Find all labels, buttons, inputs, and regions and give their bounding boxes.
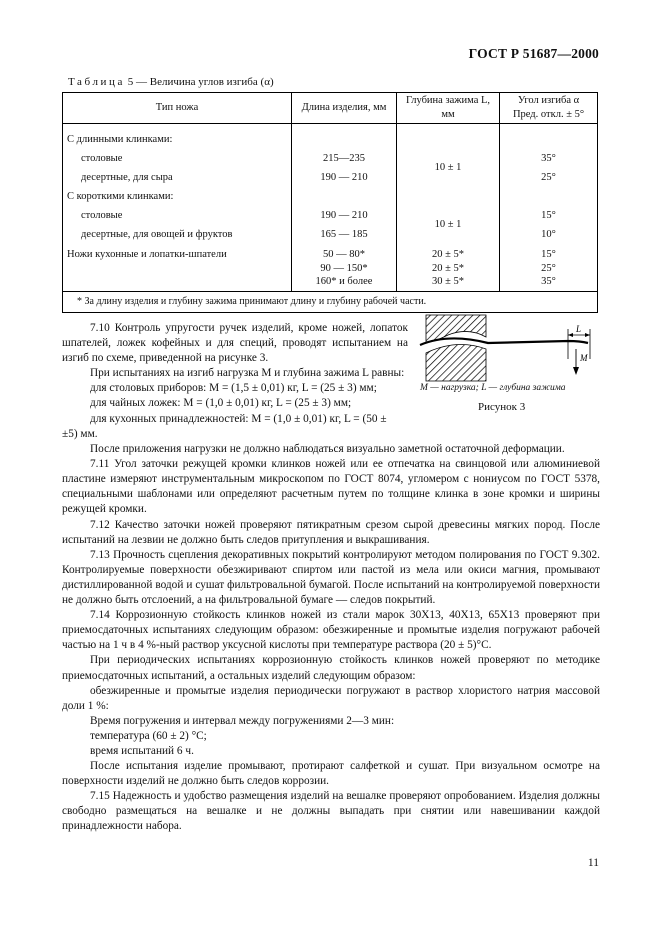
paragraph-7-13: 7.13 Прочность сцепления декоративных покрытий контролируют методом полирования по ГОСТ 9.302. Контролируемые поверхности обезжиривают спиртом или пастой из мела или окиси магния, промывают дистиллированной водой и сушат фильтровальной бумагой. После испытаний на контролируемой поверхности не должно быть отслоений, а на фильтровальной бумаге — следов покрытий. [62, 548, 600, 607]
load-arrow-icon [573, 367, 579, 375]
knife-type-cell: столовые [63, 149, 292, 168]
table-row [63, 168, 598, 187]
table-caption [68, 76, 274, 88]
paragraph: время испытаний 6 ч. [90, 744, 194, 757]
paragraph-7-12: 7.12 Качество заточки ножей проверяют пятикратным срезом сырой древесины мягких пород. После испытаний на лезвии не должно быть следов притупления и выкрашивания. [62, 518, 600, 546]
arrowhead-icon [568, 333, 573, 337]
table-footnote: * За длину изделия и глубину зажима принимают длину и глубину рабочей части. [63, 291, 598, 312]
table-row [63, 244, 598, 291]
table-row [63, 149, 598, 168]
paragraph-7-15: 7.15 Надежность и удобство размещения изделий на вешалке проверяют опробованием. Изделия должны свободно размещаться на вешалке и не должны выпадать при снятии или навешивании каждой принадлежности набора. [62, 790, 600, 833]
main-text [62, 427, 600, 835]
clamp-lower-jaw [426, 345, 486, 382]
bend-angle-table [62, 92, 598, 313]
table-footnote-row [63, 291, 598, 312]
depth-value: 20 ± 5* [431, 249, 464, 260]
table-header-row [63, 93, 598, 124]
knife-type-cell: столовые [63, 206, 292, 225]
angle-value: 35° [541, 276, 556, 288]
depth-value: 30 ± 5* [431, 276, 464, 288]
angle-cell: 35° [500, 149, 598, 168]
label-M: M [580, 353, 588, 363]
angle-value: 15° [541, 249, 556, 260]
section-7-10 [62, 321, 408, 427]
group-label-long: С длинными клинками: [63, 124, 292, 150]
col-header-clamp-depth: Глубина зажима L, мм [397, 93, 500, 124]
table-row [63, 124, 598, 150]
knife-type-cell: Ножи кухонные и лопатки-шпатели [63, 244, 292, 291]
table-caption-word: Таблица [68, 76, 125, 88]
paragraph: 7.10 Контроль упругости ручек изделий, кроме ножей, лопаток шпателей, ложек кофейных и для специй, проводят испытанием на изгиб по схеме, приведенной на рисунке 3. [62, 322, 408, 365]
angle-cell: 15° [500, 206, 598, 225]
length-cell: 190 — 210 [292, 206, 397, 225]
col-header-knife-type: Тип ножа [63, 93, 292, 124]
angle-cell [500, 244, 598, 291]
paragraph: температура (60 ± 2) °С; [90, 729, 207, 742]
length-value: 160* и более [315, 276, 373, 288]
paragraph: При испытаниях на изгиб нагрузка M и глубина зажима L равны: [90, 367, 405, 380]
depth-cell: 10 ± 1 [397, 149, 500, 187]
paragraph: После испытания изделие промывают, протирают салфеткой и сушат. При визуальном осмотре на поверхности изделий не должно быть следов коррозии. [62, 760, 600, 788]
length-cell: 165 — 185 [292, 225, 397, 244]
table-row [63, 187, 598, 206]
figure-title: Рисунок 3 [478, 401, 526, 413]
paragraph: Время погружения и интервал между погружениями 2—3 мин: [90, 714, 395, 727]
paragraph: для столовых приборов: M = (1,5 ± 0,01) кг, L = (25 ± 3) мм; [90, 382, 377, 395]
angle-value: 25° [541, 262, 556, 274]
paragraph-7-14: 7.14 Коррозионную стойкость клинков ножей из стали марок 30Х13, 40Х13, 65Х13 проверяют при приемосдаточных испытаниях следующим образом: обезжиренные и промытые изделия погружают рабочей частью на 1 ч в 4 %-ный раствор уксусной кислоты при температуре раствора (20 ± 5)°С. [62, 609, 600, 652]
paragraph: для чайных ложек: M = (1,0 ± 0,01) кг, L = (25 ± 3) мм; [90, 397, 352, 410]
length-value: 90 — 150* [320, 262, 368, 274]
col-header-bend-angle: Угол изгиба α Пред. откл. ± 5° [500, 93, 598, 124]
table-caption-text: 5 — Величина углов изгиба (α) [127, 76, 274, 88]
length-cell: 215—235 [292, 149, 397, 168]
paragraph: обезжиренные и промытые изделия периодически погружают в раствор хлористого натрия массовой доли 1 %: [62, 684, 600, 712]
table-row [63, 225, 598, 244]
document-header: ГОСТ Р 51687—2000 [468, 46, 599, 61]
length-value: 50 — 80* [323, 249, 365, 260]
arrowhead-icon [585, 333, 590, 337]
group-label-short: С короткими клинками: [63, 187, 292, 206]
depth-value: 20 ± 5* [431, 262, 464, 274]
depth-cell: 10 ± 1 [397, 206, 500, 244]
paragraph: При периодических испытаниях коррозионную стойкость клинков ножей проверяют по методике приемосдаточных испытаний, а остальных изделий следующим образом: [62, 654, 600, 682]
depth-cell [397, 244, 500, 291]
paragraph: После приложения нагрузки не должно наблюдаться визуально заметной остаточной деформации. [90, 443, 565, 456]
bend-test-figure [418, 313, 603, 383]
angle-cell: 10° [500, 225, 598, 244]
knife-type-cell: десертные, для сыра [63, 168, 292, 187]
paragraph-7-11: 7.11 Угол заточки режущей кромки клинков ножей или ее отпечатка на свинцовой или алюминиевой пластине измеряют инструментальным микроскопом по ГОСТ 8074, угломером с нониусом по ГОСТ 5378, специальными шаблонами или определяют расчетным путем по толщине клинка в зоне кромки и ширины режущей кромки. [62, 458, 600, 516]
angle-cell: 25° [500, 168, 598, 187]
paragraph: ±5) мм. [62, 428, 98, 440]
knife-type-cell: десертные, для овощей и фруктов [63, 225, 292, 244]
test-specimen-handle [420, 338, 588, 345]
figure-legend: M — нагрузка; L — глубина зажима [420, 383, 566, 393]
length-cell [292, 244, 397, 291]
length-cell: 190 — 210 [292, 168, 397, 187]
col-header-length: Длина изделия, мм [292, 93, 397, 124]
page-number: 11 [587, 857, 599, 869]
label-L: L [576, 324, 582, 334]
paragraph: для кухонных принадлежностей: M = (1,0 ± 0,01) кг, L = (50 ± [90, 412, 387, 425]
table-row [63, 206, 598, 225]
